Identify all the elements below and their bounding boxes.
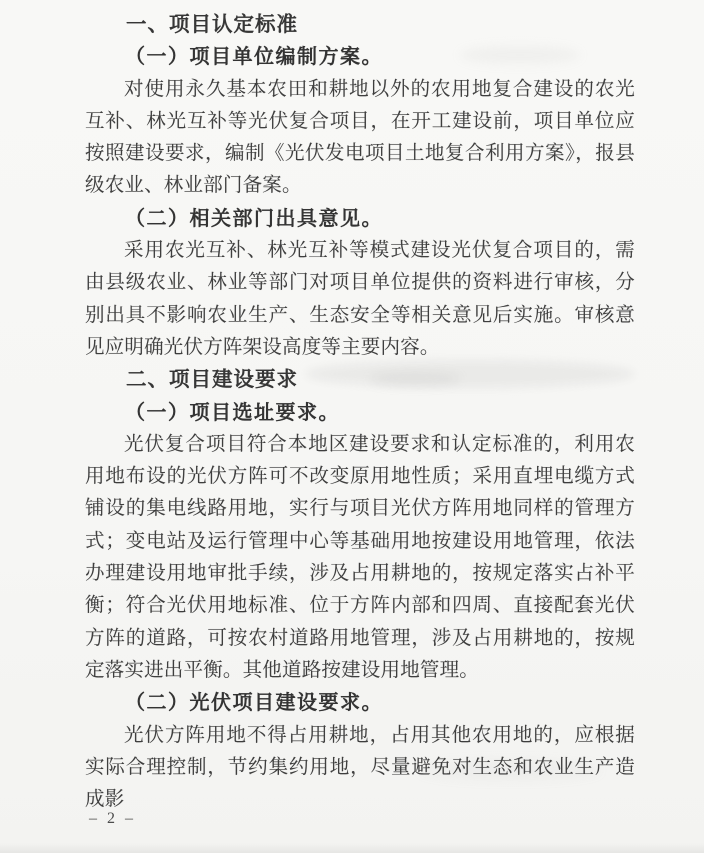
subsection-heading-site-selection: （一）项目选址要求。	[125, 401, 340, 424]
subsection-heading-unit-plan: （一）项目单位编制方案。	[125, 46, 383, 69]
document-content	[85, 9, 635, 816]
section-heading-project-construction-requirements: 二、项目建设要求	[126, 368, 298, 392]
subsection-heading-pv-construction-requirements: （二）光伏项目建设要求。	[125, 692, 383, 715]
subsection-heading-department-opinions: （二）相关部门出具意见。	[125, 207, 383, 230]
paragraph-department-opinions: 采用农光互补、林光互补等模式建设光伏复合项目的，需由县级农业、林业等部门对项目单位提供的资料进行审核，分别出具不影响农业生产、生态安全等相关意见后实施。审核意见应明确光伏方阵架设高度等主要内容。	[85, 240, 635, 358]
paragraph-site-selection: 光伏复合项目符合本地区建设要求和认定标准的，利用农用地布设的光伏方阵可不改变原用地性质；采用直埋电缆方式铺设的集电线路用地，实行与项目光伏方阵用地同样的管理方式；变电站及运行管理中心等基础用地按建设用地管理，依法办理建设用地审批手续，涉及占用耕地的，按规定落实占补平衡；符合光伏用地标准、位于方阵内部和四周、直接配套光伏方阵的道路，可按农村道路用地管理，涉及占用耕地的，按规定落实进出平衡。其他道路按建设用地管理。	[85, 433, 635, 681]
page-number: – 2 –	[89, 810, 136, 827]
paragraph-unit-plan: 对使用永久基本农田和耕地以外的农用地复合建设的农光互补、林光互补等光伏复合项目，在开工建设前，项目单位应按照建设要求，编制《光伏发电项目土地复合利用方案》，报县级农业、林业部门备案。	[85, 78, 635, 197]
paragraph-pv-construction-requirements: 光伏方阵用地不得占用耕地，占用其他农用地的，应根据实际合理控制，节约集约用地，尽量避免对生态和农业生产造成影	[85, 724, 635, 811]
section-heading-project-recognition-standards: 一、项目认定标准	[126, 13, 298, 36]
